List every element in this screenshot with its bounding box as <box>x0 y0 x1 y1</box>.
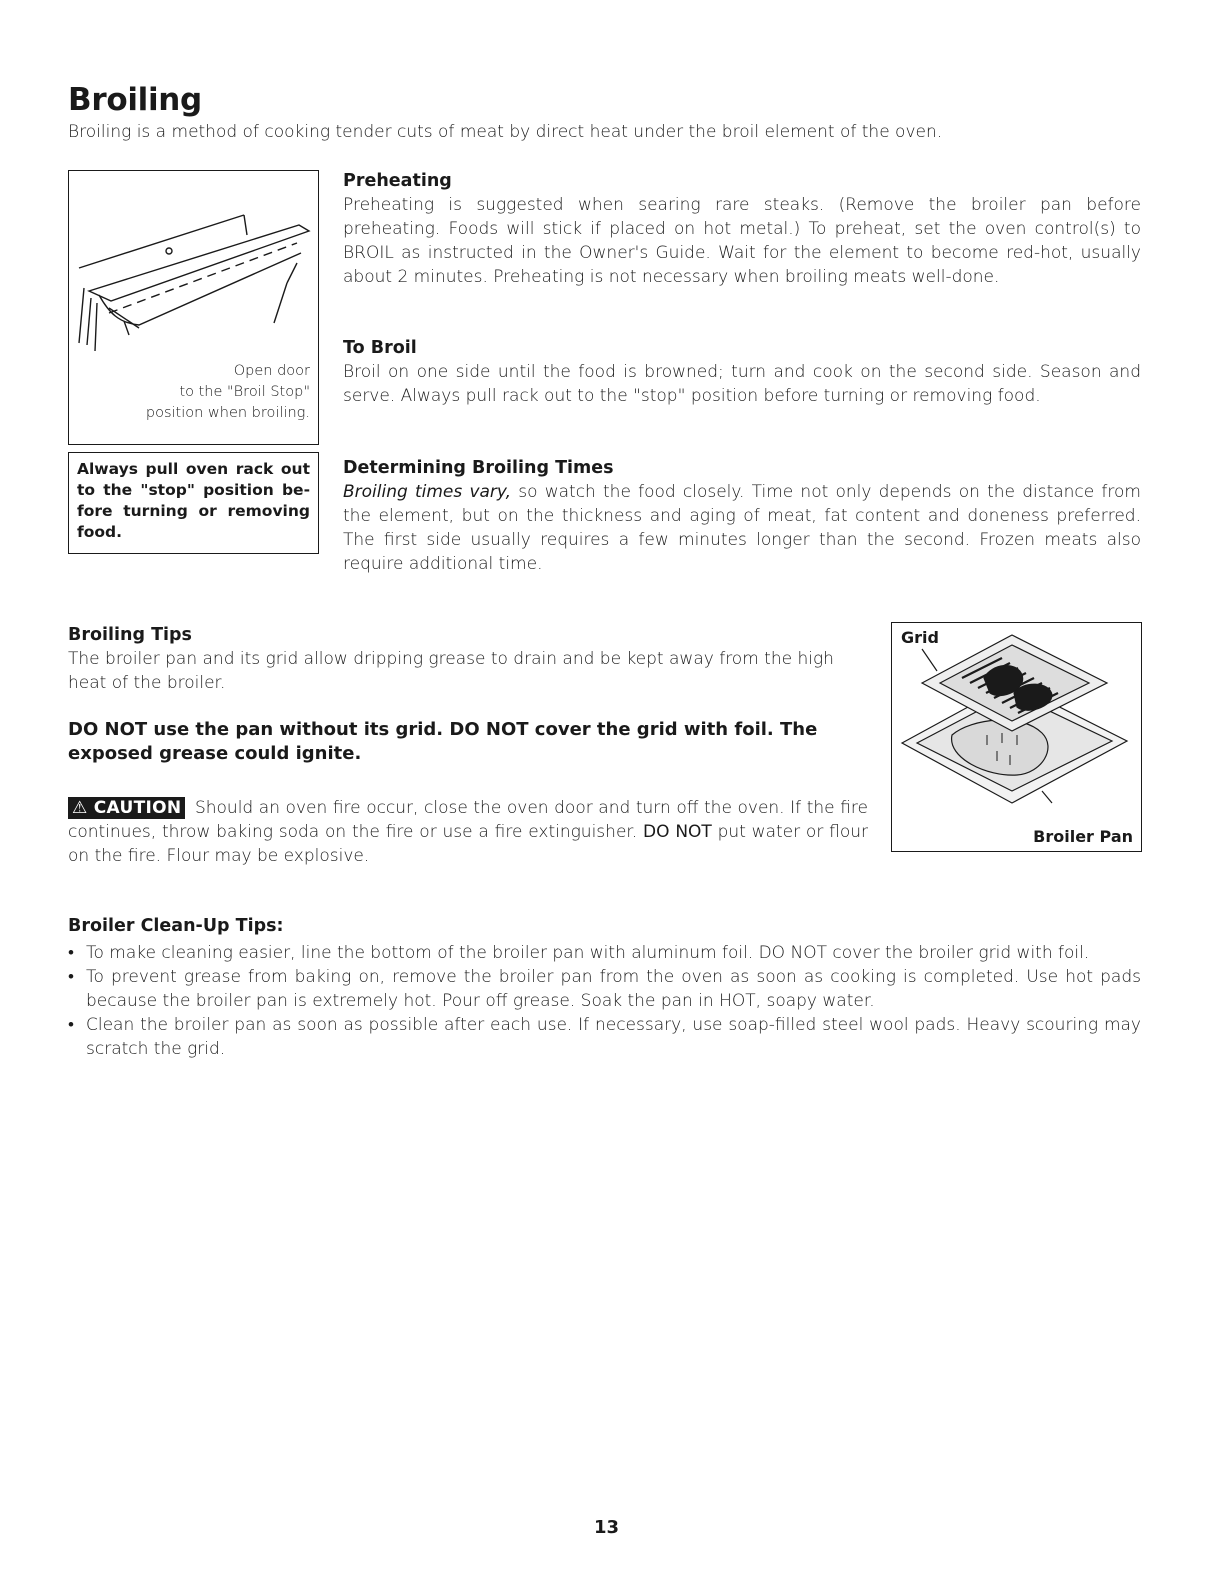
times-text <box>343 480 1141 576</box>
door-caption <box>80 361 310 424</box>
door-caption-line: position when broiling. <box>145 405 310 421</box>
to-broil-text: Broil on one side until the food is browned; turn and cook on the second side. Season and serve. Always pull rack out to the "stop" position before turning or removing food. <box>343 362 1141 406</box>
bullet-icon: • <box>68 967 74 987</box>
caution-label: CAUTION <box>93 798 182 818</box>
to-broil-heading: To Broil <box>343 338 417 358</box>
list-item-text: To prevent grease from baking on, remove the broiler pan from the oven as soon as cooking is completed. Use hot pads because the broiler pan is extremely hot. Pour off grease. Soak the pan in HOT, soapy water. <box>86 967 1141 1011</box>
times-body: so watch the food closely. Time not only depends on the distance from the element, but on the thickness and aging of meat, fat content and doneness preferred. The first side usually requires a few minutes longer than the second. Frozen meats also require additional time. <box>343 482 1141 574</box>
times-heading: Determining Broiling Times <box>343 458 614 478</box>
caution-text <box>68 796 868 868</box>
list-item <box>68 941 1141 965</box>
rack-warning-box: Always pull oven rack out to the "stop" position be-fore turning or removing food. <box>68 452 319 554</box>
preheating-text: Preheating is suggested when searing rare steaks. (Remove the broiler pan before preheating. Foods will stick if placed on hot metal.) To preheat, set the oven control(s) to BROIL as instructed in the Owner's Guide. Wait for the element to become red-hot, usually about 2 minutes. Preheating is not necessary when broiling meats well-done. <box>343 195 1141 287</box>
bullet-icon: • <box>68 1015 74 1035</box>
list-item-text: To make cleaning easier, line the bottom of the broiler pan with aluminum foil. DO NOT cover the broiler grid with foil. <box>86 943 1090 963</box>
broiler-pan-label: Broiler Pan <box>1033 827 1133 846</box>
caution-body-1: Should an oven fire occur, close the oven door and turn off the oven. If the fire continues, throw baking soda on the fire or use a fire extinguisher. <box>68 798 868 842</box>
door-figure <box>68 170 319 445</box>
list-item-text: Clean the broiler pan as soon as possible after each use. If necessary, use soap-filled steel wool pads. Heavy scouring may scratch the grid. <box>86 1015 1141 1059</box>
cleanup-heading: Broiler Clean-Up Tips: <box>68 916 284 936</box>
door-caption-line: to the "Broil Stop" <box>179 384 310 400</box>
intro-text: Broiling is a method of cooking tender cuts of meat by direct heat under the broil element of the oven. <box>68 122 943 142</box>
warning-triangle-icon: ⚠ <box>72 798 88 818</box>
list-item <box>68 965 1141 1013</box>
grid-warning: DO NOT use the pan without its grid. DO NOT cover the grid with foil. The exposed grease could ignite. <box>68 719 818 764</box>
list-item <box>68 1013 1141 1061</box>
page-number: 13 <box>593 1517 620 1538</box>
tips-heading: Broiling Tips <box>68 625 192 645</box>
page-title: Broiling <box>68 82 202 118</box>
tips-text: The broiler pan and its grid allow dripping grease to drain and be kept away from the high heat of the broiler. <box>68 649 834 693</box>
cleanup-list <box>68 941 1141 1061</box>
broiler-pan-illustration <box>892 623 1140 823</box>
caution-body-2: put water or flour on the fire. Flour may be explosive. <box>68 822 868 866</box>
times-italic: Broiling times vary, <box>343 482 512 502</box>
broiler-pan-figure <box>891 622 1142 852</box>
oven-door-illustration <box>69 173 317 363</box>
bullet-icon: • <box>68 943 74 963</box>
grid-label: Grid <box>901 628 939 647</box>
caution-bold: DO NOT <box>643 822 712 842</box>
preheating-heading: Preheating <box>343 171 452 191</box>
door-caption-line: Open door <box>233 363 310 379</box>
caution-badge <box>68 797 185 819</box>
